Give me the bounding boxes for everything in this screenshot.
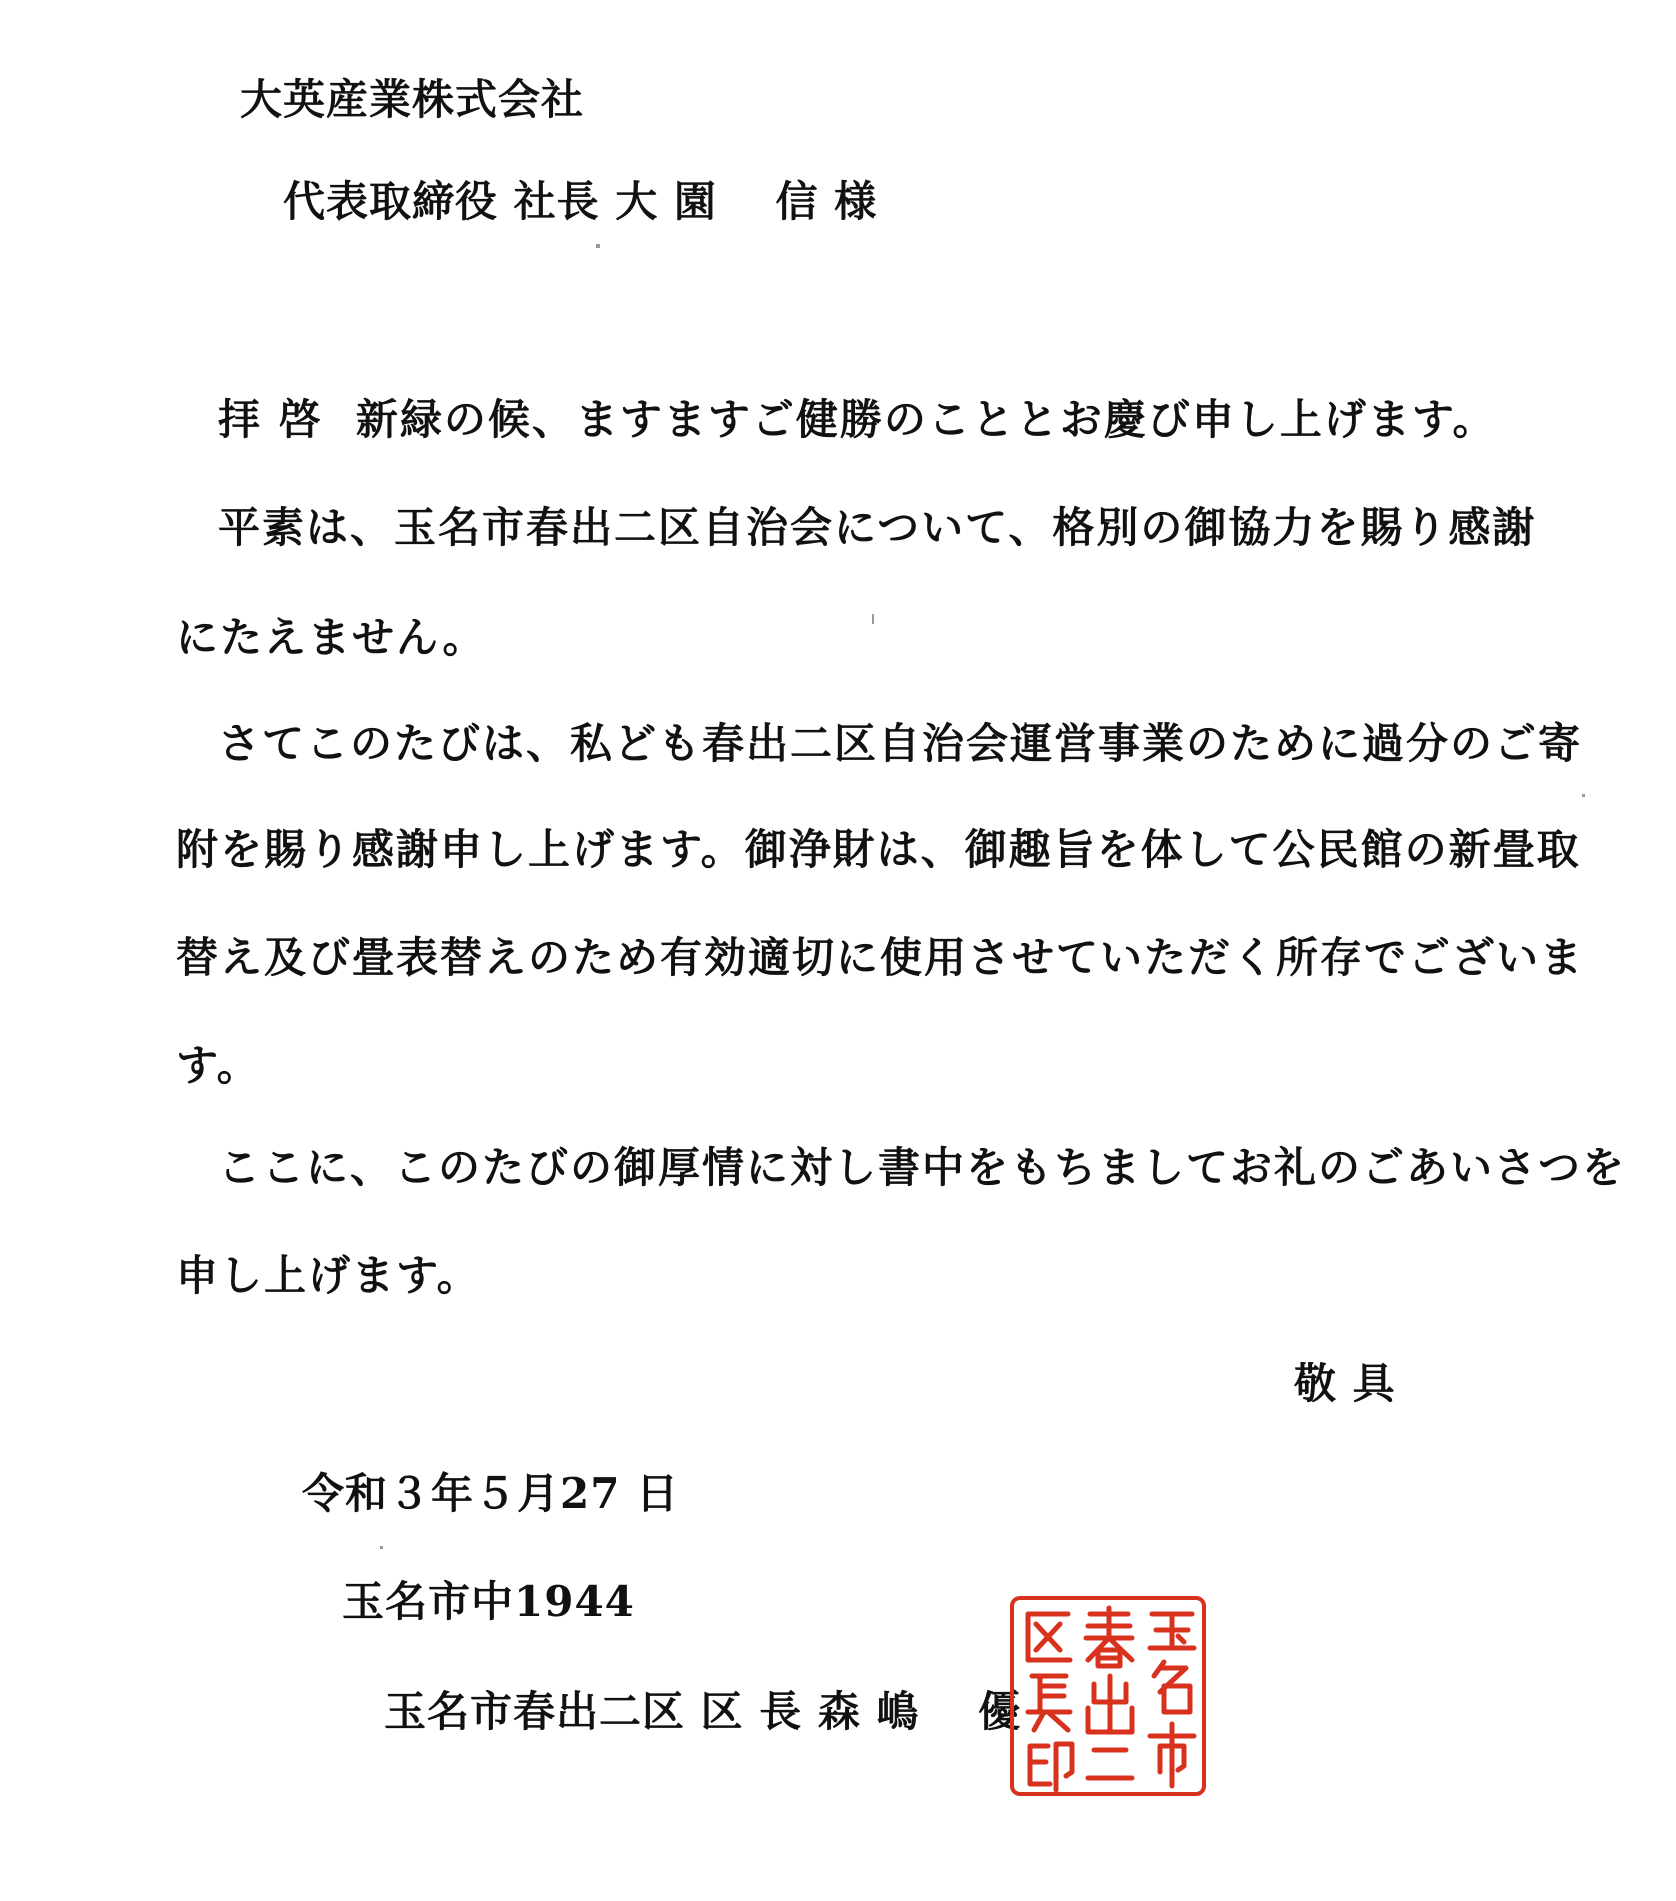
- seal-glyphs-icon: [1014, 1600, 1210, 1800]
- recipient-title-name: 代表取締役 社長 大 園 信 様: [283, 177, 878, 226]
- scan-speck: [1582, 794, 1585, 797]
- paragraph-2-line-2: 附を賜り感謝申し上げます。御浄財は、御趣旨を体して公民館の新畳取: [176, 825, 1581, 874]
- paragraph-3-line-1: ここに、このたびの御厚情に対し書中をもちましてお礼のごあいさつを: [218, 1143, 1627, 1192]
- paragraph-2-line-1: さてこのたびは、私ども春出二区自治会運営事業のために過分のご寄: [218, 719, 1583, 768]
- scan-speck: [596, 244, 600, 248]
- recipient-company: 大英産業株式会社: [240, 75, 585, 124]
- official-seal: [1010, 1596, 1206, 1796]
- paragraph-1-line-1: 平素は、玉名市春出二区自治会について、格別の御協力を賜り感謝: [218, 503, 1537, 552]
- paragraph-3-line-2: 申し上げます。: [176, 1251, 481, 1300]
- scan-speck: [872, 614, 874, 624]
- paragraph-2-line-4: す。: [176, 1041, 261, 1090]
- scan-speck: [380, 1546, 383, 1549]
- closing-phrase: 敬 具: [1294, 1359, 1396, 1408]
- sender-signature: 玉名市春出二区 区 長 森 嶋 優: [384, 1687, 1022, 1736]
- greeting-line: 拝 啓 新緑の候、ますますご健勝のこととお慶び申し上げます。: [218, 395, 1497, 444]
- letter-date: 令和３年５月27 日: [302, 1469, 680, 1518]
- paragraph-2-line-3: 替え及び畳表替えのため有効適切に使用させていただく所存でございま: [176, 933, 1585, 982]
- paragraph-1-line-2: にたえません。: [176, 613, 487, 662]
- sender-address: 玉名市中1944: [342, 1577, 635, 1626]
